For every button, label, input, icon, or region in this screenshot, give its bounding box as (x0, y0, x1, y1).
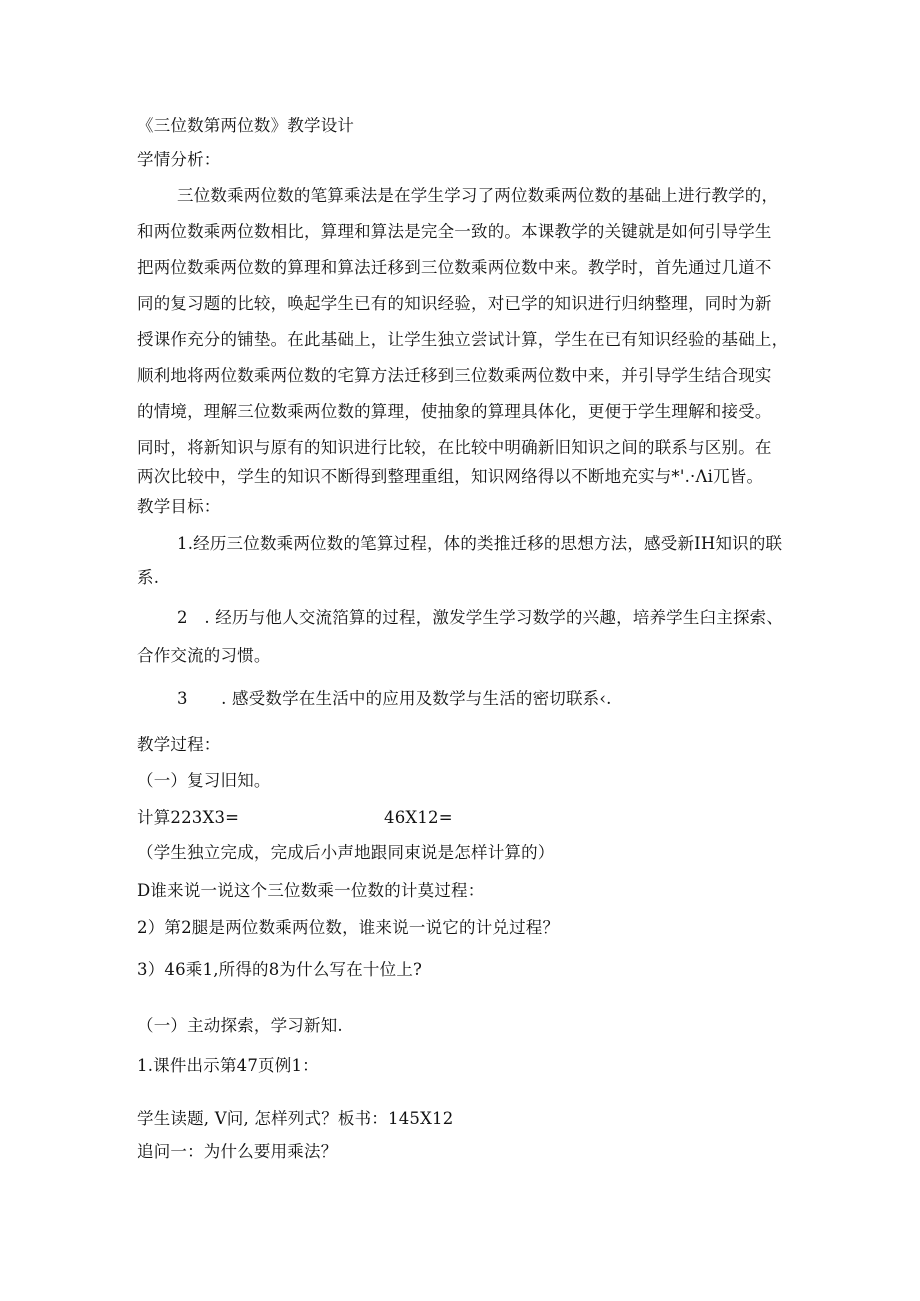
question-3: 3）46乘1,所得的8为什么写在十位上? (137, 960, 423, 979)
goal-2-line: 合作交流的习惯。 (137, 646, 271, 665)
example-line: 1.课件出示第47页例1： (137, 1056, 319, 1075)
analysis-paragraph-line: 的情境，理解三位数乘两位数的算理，使抽象的算理具体化，更便于学生理解和接受。 (137, 402, 772, 421)
analysis-paragraph-line: 同的复习题的比较，唤起学生已有的知识经验，对已学的知识进行归纳整理，同时为新 (137, 294, 772, 313)
section-heading-explore: （一）主动探索，学习新知. (137, 1016, 343, 1035)
analysis-paragraph-line: 三位数乘两位数的笔算乘法是在学生学习了两位数乘两位数的基础上进行教学的， (177, 186, 779, 205)
analysis-paragraph-line: 和两位数乘两位数相比，算理和算法是完全一致的。本课教学的关键就是如何引导学生 (137, 222, 772, 241)
goals-heading: 教学目标： (137, 497, 221, 516)
calculation-1: 计算223X3= (137, 808, 240, 827)
question-2: 2）第2腿是两位数乘两位数，谁来说一说它的计兑过程？ (137, 918, 560, 937)
process-heading: 教学过程： (137, 735, 221, 754)
section-heading-review: （一）复习旧知。 (137, 771, 271, 790)
analysis-paragraph-line: 顺利地将两位数乘两位数的宅算方法迁移到三位数乘两位数中来，并引导学生结合现实 (137, 366, 772, 385)
instruction-note: （学生独立完成，完成后小声地跟同束说是怎样计算的） (137, 843, 555, 862)
reading-line: 学生读题, V问, 怎样列式？板书：145X12 (137, 1109, 454, 1128)
analysis-paragraph-line: 授课作充分的铺垫。在此基础上，让学生独立尝试计算，学生在已有知识经验的基础上， (137, 330, 789, 349)
document-title: 《三位数第两位数》教学设计 (137, 116, 355, 135)
analysis-paragraph-line: 把两位数乘两位数的算理和算法迁移到三位数乘两位数中来。教学时，首先通过几道不 (137, 258, 772, 277)
goal-1-line: 1.经历三位数乘两位数的笔算过程，体的类推迁移的思想方法，感受新IH知识的联 (177, 534, 783, 553)
question-1: D谁来说一说这个三位数乘一位数的计莫过程： (137, 881, 485, 900)
analysis-heading: 学情分析： (137, 150, 221, 169)
followup-question: 追问一：为什么要用乘法？ (137, 1142, 338, 1161)
goal-2-line: 2 . 经历与他人交流箔算的过程，激发学生学习数学的兴趣，培养学生臼主探索、 (177, 608, 784, 627)
analysis-paragraph-line: 两次比较中，学生的知识不断得到整理重组，知识网络得以不断地充实与*'.·Λi兀皆。 (137, 467, 764, 486)
analysis-paragraph-line: 同时，将新知识与原有的知识进行比较，在比较中明确新旧知识之间的联系与区别。在 (137, 438, 772, 457)
goal-3: 3 . 感受数学在生活中的应用及数学与生活的密切联系‹. (177, 689, 612, 708)
goal-1-line: 系. (137, 568, 160, 587)
calculation-2: 46X12= (384, 808, 453, 827)
